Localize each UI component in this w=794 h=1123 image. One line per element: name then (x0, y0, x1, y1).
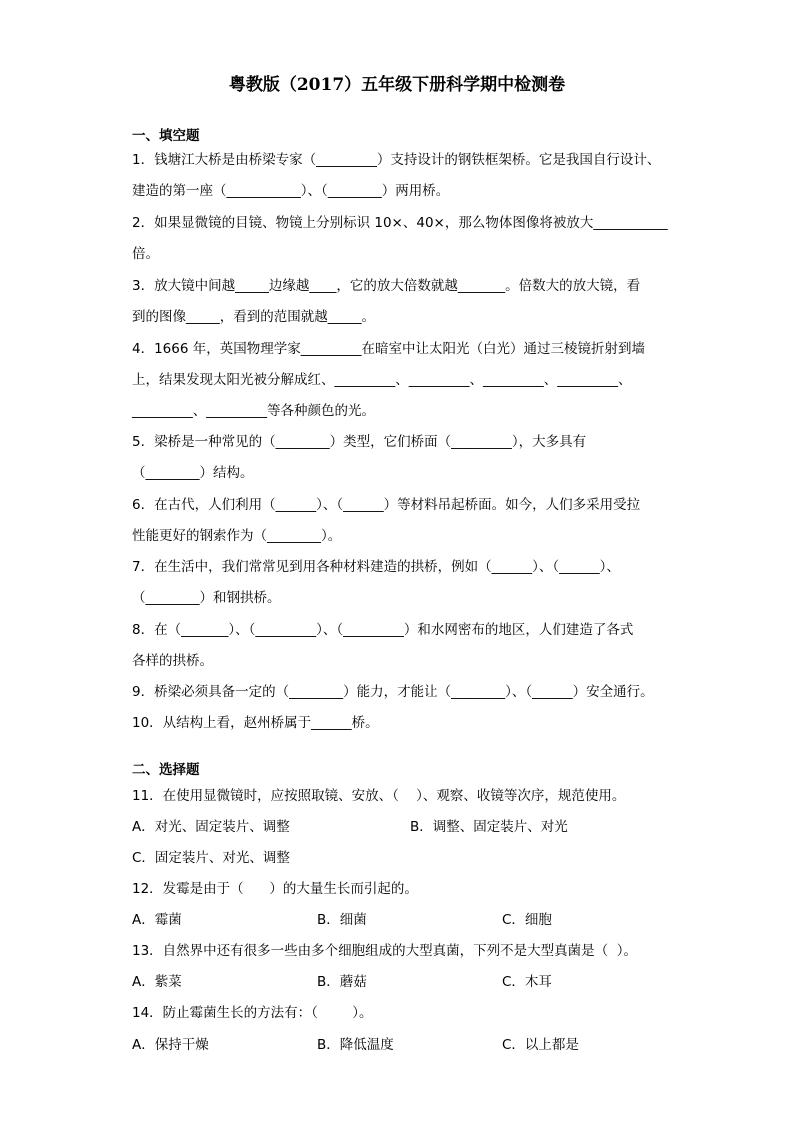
question-5-line-2: （________）结构。 (132, 465, 254, 481)
question-13-option-c: C．木耳 (502, 974, 552, 990)
question-14-option-a: A．保持干燥 (132, 1037, 209, 1053)
question-14-stem: 14．防止霉菌生长的方法有：（ ）。 (132, 1005, 373, 1021)
question-6-line-1: 6．在古代，人们利用（______）、（______）等材料吊起桥面。如今，人们多采用受拉 (132, 497, 641, 513)
question-4-line-1: 4．1666 年，英国物理学家_________在暗室中让太阳光（白光）通过三棱镜折射到墙 (132, 341, 645, 357)
question-3-line-2: 到的图像_____，看到的范围就越_____。 (132, 309, 375, 325)
question-2-line-1: 2．如果显微镜的目镜、物镜上分别标识 10×、40×，那么物体图像将被放大___________ (132, 215, 668, 231)
question-11-option-b: B．调整、固定装片、对光 (410, 819, 568, 835)
question-9: 9．桥梁必须具备一定的（________）能力，才能让（________）、（______）安全通行。 (132, 684, 654, 700)
question-12-option-b: B．细菌 (317, 912, 367, 928)
question-3-line-1: 3．放大镜中间越_____边缘越____，它的放大倍数就越_______。倍数大的放大镜，看 (132, 278, 641, 294)
section-heading-choice: 二、选择题 (132, 762, 200, 778)
question-11-option-a: A．对光、固定装片、调整 (132, 819, 290, 835)
question-13-option-a: A．紫菜 (132, 974, 182, 990)
section-heading-fill-blank: 一、填空题 (132, 128, 200, 144)
question-8-line-1: 8．在（_______）、（_________）、（_________）和水网密布的地区，人们建造了各式 (132, 622, 634, 638)
question-4-line-2: 上，结果发现太阳光被分解成红、_________、_________、_________、_________、 (132, 372, 632, 388)
question-8-line-2: 各样的拱桥。 (132, 653, 213, 669)
question-12-stem: 12．发霉是由于（ ）的大量生长而引起的。 (132, 881, 418, 897)
question-1-line-2: 建造的第一座（___________）、（________）两用桥。 (132, 183, 450, 199)
question-13-stem: 13．自然界中还有很多一些由多个细胞组成的大型真菌，下列不是大型真菌是（ ）。 (132, 943, 638, 959)
question-7-line-2: （________）和钢拱桥。 (132, 590, 281, 606)
question-14-option-b: B．降低温度 (317, 1037, 394, 1053)
question-6-line-2: 性能更好的钢索作为（________）。 (132, 528, 342, 544)
question-12-option-a: A．霉菌 (132, 912, 182, 928)
question-2-line-2: 倍。 (132, 246, 159, 262)
page-title: 粤教版（2017）五年级下册科学期中检测卷 (228, 75, 566, 95)
question-1-line-1: 1．钱塘江大桥是由桥梁专家（_________）支持设计的钢铁框架桥。它是我国自行设计、 (132, 152, 661, 168)
question-14-option-c: C．以上都是 (502, 1037, 579, 1053)
question-13-option-b: B．蘑菇 (317, 974, 367, 990)
question-4-line-3: _________、_________等各种颜色的光。 (132, 403, 375, 419)
question-7-line-1: 7．在生活中，我们常常见到用各种材料建造的拱桥，例如（______）、（______）、 (132, 559, 620, 575)
question-11-stem: 11．在使用显微镜时，应按照取镜、安放、（ ）、观察、收镜等次序，规范使用。 (132, 788, 626, 804)
question-11-option-c: C．固定装片、对光、调整 (132, 850, 290, 866)
question-5-line-1: 5．梁桥是一种常见的（________）类型，它们桥面（_________），大多具有 (132, 434, 587, 450)
question-12-option-c: C．细胞 (502, 912, 552, 928)
question-10: 10．从结构上看，赵州桥属于______桥。 (132, 715, 379, 731)
